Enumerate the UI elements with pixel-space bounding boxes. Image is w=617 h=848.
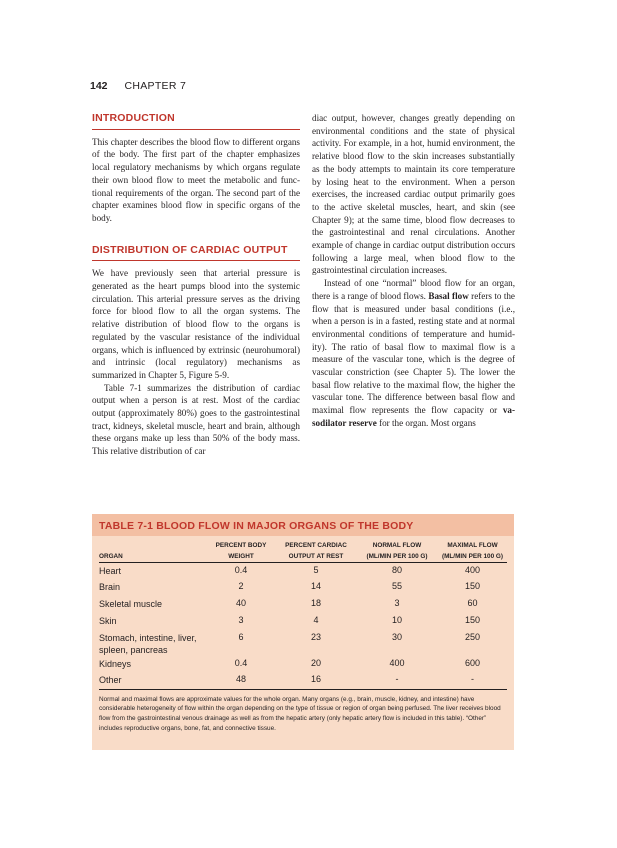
page-header — [90, 80, 186, 92]
table-footnote: Normal and maximal flows are approximate values for the whole organ. Many organs (e.g., brain, muscle, kidney, and intestine) have considerable heterogeneity of flow within the organ depending on the type of tissue or region of organ being perfused. The liver receives blood flow from the gastrointestinal venous drainage as well as from the hepatic artery (only hepatic artery flow is included in this table). “Other” includes reproductive organs, bone, fat, and connective tissue. — [99, 695, 501, 732]
header-top-2: PERCENT CARDIAC — [285, 542, 347, 549]
cell: 48 — [206, 672, 276, 689]
cell: 4 — [313, 614, 319, 625]
table-header-row-top — [99, 540, 507, 551]
organ-cell: Heart — [99, 566, 122, 576]
table-7-1 — [92, 514, 514, 750]
table-row — [99, 672, 507, 689]
header-top-3: NORMAL FLOW — [372, 542, 422, 549]
cell: 5 — [313, 565, 319, 575]
cell: 14 — [310, 581, 321, 592]
p2-text-a: Instead of one “normal” blood flow for an organ, there is a range of blood flows. — [312, 278, 515, 301]
cell: 30 — [391, 631, 402, 642]
p2-text-b: refers to the flow that is measured under basal conditions (i.e., when a person is in a fasted, resting state and at normal environmental conditions of temperature and humidity). The ratio of basal flow to maximal flow is a measure of the vascular tone, which is the degree of vascular constriction (see Chapter 5). The lower the basal flow relative to the maximal flow, the higher the vascular tone. The difference between basal flow and maximal flow represents the flow capacity or — [312, 290, 515, 416]
cell: 2 — [238, 581, 244, 592]
table-row — [99, 613, 507, 630]
table-row — [99, 596, 507, 613]
introduction-heading: INTRODUCTION — [92, 112, 300, 130]
cell: 0.4 — [234, 657, 248, 668]
header-organ: ORGAN — [99, 551, 206, 563]
cell: 55 — [391, 581, 402, 592]
cell: 250 — [464, 631, 481, 642]
distribution-paragraph-1: We have previously seen that arterial pressure is generated as the heart pumps blood into the systemic circulation. This arterial pressure serves as the driving force for blood flow to all the organ systems. The relative distribution of blood flow to the organs is regulated by the vascular resistance of the individual organs, which is influenced by extrinsic (neurohumoral) and intrinsic (local regulatory) mechanisms as summarized in Chapter 5, Figure 5-9. — [92, 268, 300, 380]
header-bottom-4: (ML/MIN PER 100 G) — [438, 551, 507, 563]
table-row — [99, 563, 507, 580]
page-number: 142 — [90, 80, 108, 92]
right-paragraph-2 — [312, 277, 515, 429]
distribution-paragraph-2: Table 7-1 summarizes the distribution of cardiac output when a person is at rest. Most of the cardiac output (approximately 80%) goes to the gastrointestinal tract, kidneys, skeletal muscle, heart and brain, although these organs make up less than 50% of the body mass. This relative distribution of car — [92, 382, 300, 457]
table-row — [99, 656, 507, 673]
p2-text-c: for the organ. Most organs — [376, 417, 476, 428]
introduction-paragraph: This chapter describes the blood flow to different organs of the body. The first part of the chapter emphasizes local regulatory mechanisms by which organs regulate their own blood flow to meet the metabolic and functional requirements of the organ. The second part of the chapter examines blood flow in specific organs of the body. — [92, 136, 300, 223]
cell: 6 — [238, 631, 244, 642]
cell: 10 — [391, 614, 402, 625]
cell: 80 — [391, 565, 402, 575]
table-header-row-bottom — [99, 551, 507, 563]
cell: 16 — [276, 672, 356, 689]
cell: 60 — [467, 598, 478, 609]
organ-cell: Kidneys — [99, 658, 132, 669]
table-row — [99, 630, 507, 656]
cell: 150 — [464, 581, 481, 592]
header-bottom-2: OUTPUT AT REST — [276, 551, 356, 563]
cell: 400 — [389, 657, 405, 668]
header-top-4: MAXIMAL FLOW — [447, 542, 498, 549]
organ-cell: Other — [99, 672, 206, 689]
cell: 150 — [464, 614, 481, 625]
cell: 3 — [238, 614, 244, 625]
chapter-label: CHAPTER 7 — [124, 80, 187, 92]
distribution-heading: DISTRIBUTION OF CARDIAC OUTPUT — [92, 244, 300, 262]
organ-cell: Skeletal muscle — [99, 599, 163, 610]
right-paragraph-1: diac output, however, changes greatly depending on environmental conditions and the state of physical activity. For example, in a hot, humid environment, the relative blood flow to the skin increases substantially as the body attempts to maintain its core temperature by losing heat to the environment. When a person exercises, the increased cardiac output primarily goes to the active skeletal muscles, heart, and skin (see Chapter 9); at the same time, blood flow decreases to the gastrointestinal and renal circulations. Another example of change in cardiac output distribution occurs following a large meal, when blood flow to the gastrointestinal circulation increases. — [312, 113, 515, 276]
cell: 600 — [464, 657, 481, 668]
term-vasodilator-reserve: vasodilator reserve — [312, 405, 515, 428]
left-column — [92, 112, 300, 458]
header-top-1: PERCENT BODY — [215, 542, 267, 549]
cell: 40 — [235, 598, 246, 609]
cell: 0.4 — [234, 565, 248, 575]
table-title: TABLE 7-1 BLOOD FLOW IN MAJOR ORGANS OF THE BODY — [92, 514, 514, 536]
organ-cell: Stomach, intestine, liver, spleen, pancreas — [99, 632, 197, 655]
cell: 23 — [310, 631, 321, 642]
cell: - — [438, 672, 507, 689]
cell: 3 — [394, 598, 400, 609]
header-bottom-3: (ML/MIN PER 100 G) — [356, 551, 438, 563]
header-bottom-1: WEIGHT — [206, 551, 276, 563]
term-basal-flow: Basal flow — [428, 290, 469, 301]
cell: 400 — [464, 565, 481, 575]
cell: 18 — [310, 598, 321, 609]
blood-flow-table — [99, 540, 507, 690]
organ-cell: Brain — [99, 582, 121, 593]
cell: 20 — [310, 657, 321, 668]
right-column — [312, 112, 515, 430]
organ-cell: Skin — [99, 615, 117, 626]
cell: - — [356, 672, 438, 689]
table-row — [99, 579, 507, 596]
